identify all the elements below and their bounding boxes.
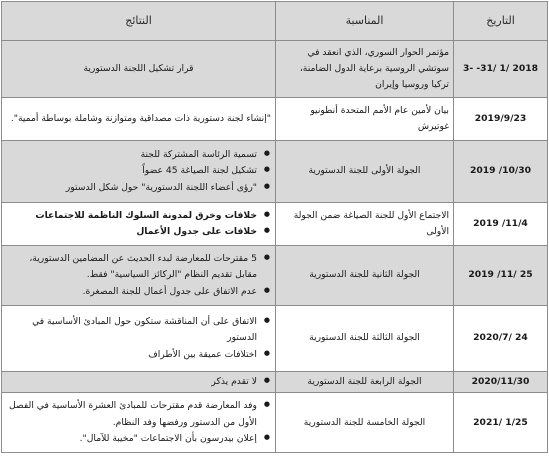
- table-row: [2, 393, 548, 453]
- row-occasion: الجولة الثانية للجنة الدستورية: [276, 246, 454, 306]
- row-occasion: الجولة الرابعة للجنة الدستورية: [276, 372, 454, 393]
- table-row: [2, 306, 548, 372]
- row-date: 2019 /11/ 25: [454, 246, 548, 306]
- row-results: [2, 141, 276, 203]
- table-row: [2, 41, 548, 98]
- row-results: [2, 306, 276, 372]
- row-occasion: مؤتمر الحوار السوري، الذي انعقد في سوتشي الروسية برعاية الدول الضامنة، تركيا وروسيا وإيران: [276, 41, 454, 98]
- result-item: ● "رؤى أعضاء اللجنة الدستورية" حول شكل الدستور: [6, 180, 257, 196]
- result-item: ● خلافات على جدول الأعمال: [6, 224, 257, 240]
- result-item: ● الاتفاق على أن المناقشة ستكون حول المبادئ الأساسية في الدستور: [6, 314, 257, 346]
- table-row: [2, 372, 548, 393]
- table-row: [2, 246, 548, 306]
- result-item: ● تسمية الرئاسة المشتركة للجنة: [6, 147, 257, 163]
- row-results: [2, 393, 276, 453]
- row-date: 2019 /11/4: [454, 203, 548, 246]
- result-item: ● 5 مقترحات للمعارضة لبدء الحديث عن المضامين الدستورية، مقابل تقديم النظام "الركائز السياسية" فقط.: [6, 251, 257, 283]
- result-item: ● لا تقدم يذكر: [6, 374, 257, 390]
- row-occasion: بيان لأمين عام الأمم المتحدة أنطونيو غوتيرش: [276, 98, 454, 141]
- header-row: [2, 2, 548, 41]
- row-date: 3- -31/ 1/ 2018: [454, 41, 548, 98]
- table-row: [2, 141, 548, 203]
- timeline-table: [1, 1, 548, 453]
- row-occasion: الاجتماع الأول للجنة الصياغة ضمن الجولة الأولى: [276, 203, 454, 246]
- result-item: ● خلافات وخرق لمدونة السلوك الناظمة للاجتماعات: [6, 208, 257, 224]
- row-results: [2, 372, 276, 393]
- row-results: [2, 203, 276, 246]
- result-item: ● إعلان بيدرسون بأن الاجتماعات "مخيبة للآمال".: [6, 431, 257, 447]
- header-date: التاريخ: [454, 2, 548, 41]
- row-occasion: الجولة الخامسة للجنة الدستورية: [276, 393, 454, 453]
- table-row: [2, 203, 548, 246]
- row-date: 2021/ 1/25: [454, 393, 548, 453]
- row-date: 2020/7/ 24: [454, 306, 548, 372]
- result-item: ● تشكيل لجنة الصياغة 45 عضواً: [6, 163, 257, 179]
- row-occasion: الجولة الأولى للجنة الدستورية: [276, 141, 454, 203]
- result-item: ● وفد المعارضة قدم مقترحات للمبادئ العشرة الأساسية في الفصل الأول من الدستور ورفضها وفد النظام.: [6, 398, 257, 430]
- row-occasion: الجولة الثالثة للجنة الدستورية: [276, 306, 454, 372]
- row-date: 2020/11/30: [454, 372, 548, 393]
- table-row: [2, 98, 548, 141]
- row-results: [2, 246, 276, 306]
- header-occasion: المناسبة: [276, 2, 454, 41]
- row-date: 2019 /10/30: [454, 141, 548, 203]
- row-result: قرار تشكيل اللجنة الدستورية: [2, 41, 276, 98]
- result-item: ● اختلافات عميقة بين الأطراف: [6, 347, 257, 363]
- result-item: ● عدم الاتفاق على جدول أعمال للجنة المصغرة.: [6, 284, 257, 300]
- row-result: "إنشاء لجنة دستورية ذات مصداقية ومتوازنة وشاملة بوساطة أممية".: [2, 98, 276, 141]
- row-date: 2019/9/23: [454, 98, 548, 141]
- header-results: النتائج: [2, 2, 276, 41]
